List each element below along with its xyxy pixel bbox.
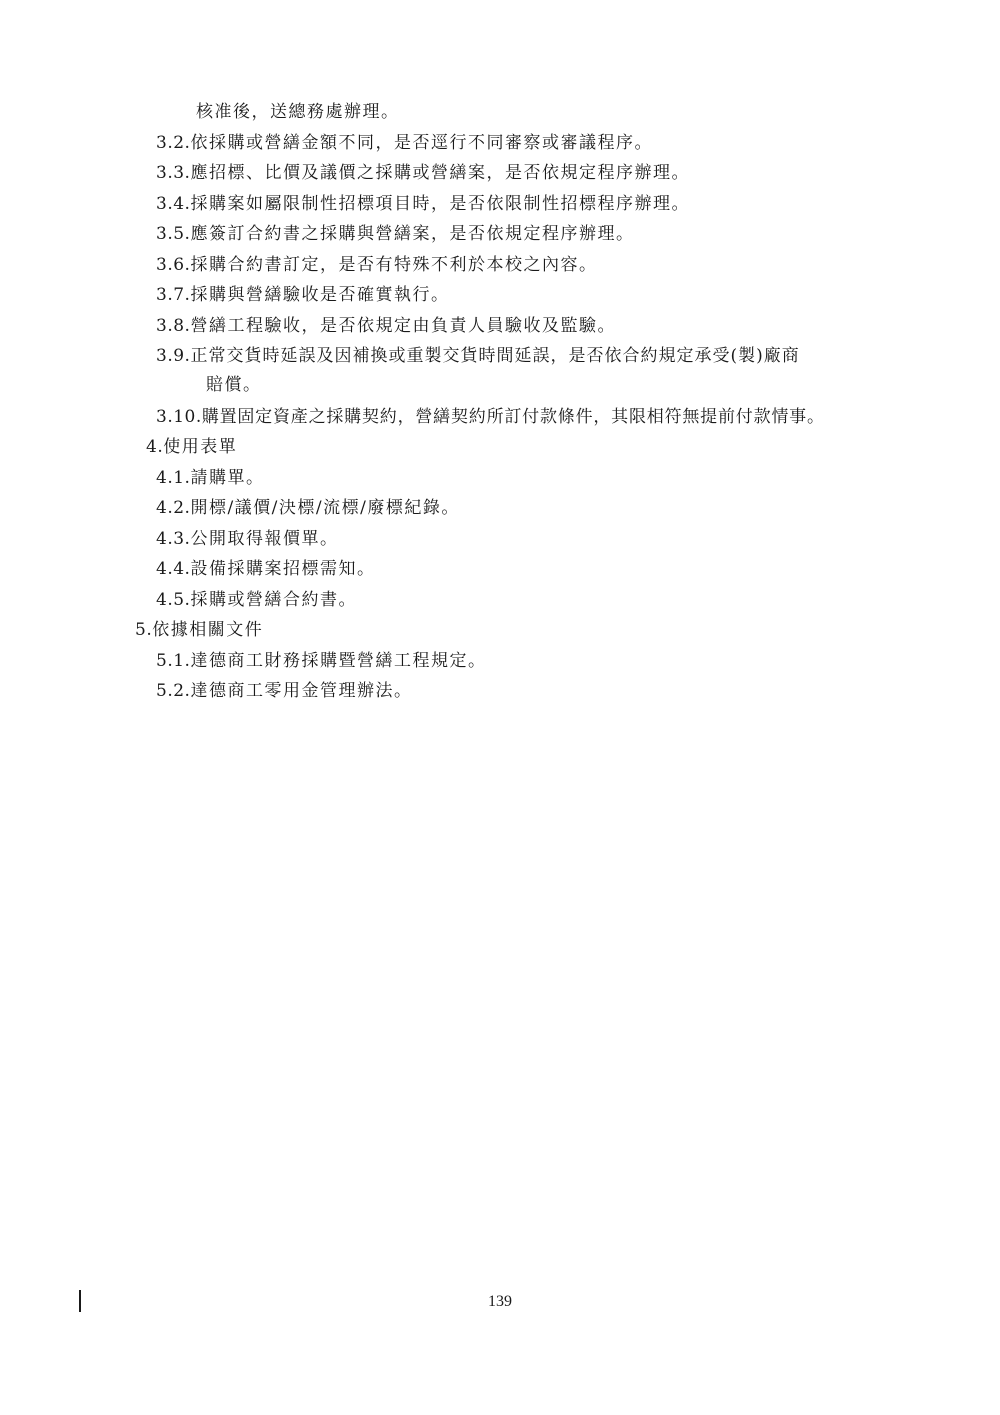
item-text: 核准後，送總務處辦理。 xyxy=(196,102,400,122)
item-text: 應招標、比價及議價之採購或營繕案，是否依規定程序辦理。 xyxy=(190,163,690,183)
list-item xyxy=(156,588,357,612)
item-number: 3.9. xyxy=(156,346,191,366)
list-item xyxy=(196,100,400,124)
list-item xyxy=(156,283,449,307)
list-item xyxy=(156,131,653,155)
item-number: 4.3. xyxy=(156,529,191,549)
item-text: 應簽訂合約書之採購與營繕案，是否依規定程序辦理。 xyxy=(190,224,635,244)
section-title: 使用表單 xyxy=(163,437,238,457)
list-item xyxy=(156,405,825,429)
item-text: 設備採購案招標需知。 xyxy=(190,559,376,579)
item-number: 4.4. xyxy=(156,559,191,579)
item-number: 3.10. xyxy=(156,407,202,427)
item-text: 賠償。 xyxy=(206,375,262,395)
item-text: 營繕工程驗收，是否依規定由負責人員驗收及監驗。 xyxy=(190,316,616,336)
item-text: 採購與營繕驗收是否確實執行。 xyxy=(190,285,450,305)
section-title: 依據相關文件 xyxy=(152,620,264,640)
list-item xyxy=(156,527,338,551)
item-number: 5.2. xyxy=(156,681,191,701)
item-number: 3.3. xyxy=(156,163,191,183)
item-text: 採購或營繕合約書。 xyxy=(190,590,357,610)
item-number: 5.1. xyxy=(156,651,191,671)
item-number: 3.4. xyxy=(156,194,191,214)
list-item xyxy=(156,222,634,246)
item-text: 正常交貨時延誤及因補換或重製交貨時間延誤，是否依合約規定承受(製)廠商 xyxy=(190,346,800,366)
item-number: 4.2. xyxy=(156,498,191,518)
page-number: 139 xyxy=(488,1293,512,1310)
item-number: 3.6. xyxy=(156,255,191,275)
section-heading xyxy=(146,435,237,459)
item-number: 4.1. xyxy=(156,468,191,488)
list-item xyxy=(156,253,597,277)
item-number: 3.8. xyxy=(156,316,191,336)
list-item xyxy=(156,557,375,581)
list-item xyxy=(156,679,412,703)
item-text: 公開取得報價單。 xyxy=(190,529,339,549)
list-item-continuation xyxy=(206,373,262,397)
section-number: 5. xyxy=(135,620,153,640)
list-item xyxy=(156,192,690,216)
item-text: 依採購或營繕金額不同，是否逕行不同審察或審議程序。 xyxy=(190,133,653,153)
list-item xyxy=(156,649,486,673)
item-number: 3.2. xyxy=(156,133,191,153)
list-item xyxy=(156,314,616,338)
item-text: 購置固定資產之採購契約，營繕契約所訂付款條件，其限相符無提前付款情事。 xyxy=(201,407,825,427)
item-text: 達德商工零用金管理辦法。 xyxy=(190,681,413,701)
item-number: 4.5. xyxy=(156,590,191,610)
section-number: 4. xyxy=(146,437,164,457)
item-number: 3.7. xyxy=(156,285,191,305)
list-item xyxy=(156,161,690,185)
section-heading xyxy=(135,618,263,642)
list-item xyxy=(156,496,460,520)
item-text: 達德商工財務採購暨營繕工程規定。 xyxy=(190,651,487,671)
item-text: 採購案如屬限制性招標項目時，是否依限制性招標程序辦理。 xyxy=(190,194,690,214)
item-text: 採購合約書訂定，是否有特殊不利於本校之內容。 xyxy=(190,255,598,275)
list-item xyxy=(156,466,264,490)
item-number: 3.5. xyxy=(156,224,191,244)
item-text: 請購單。 xyxy=(190,468,265,488)
list-item xyxy=(156,344,800,368)
item-text: 開標/議價/決標/流標/廢標紀錄。 xyxy=(190,498,460,518)
